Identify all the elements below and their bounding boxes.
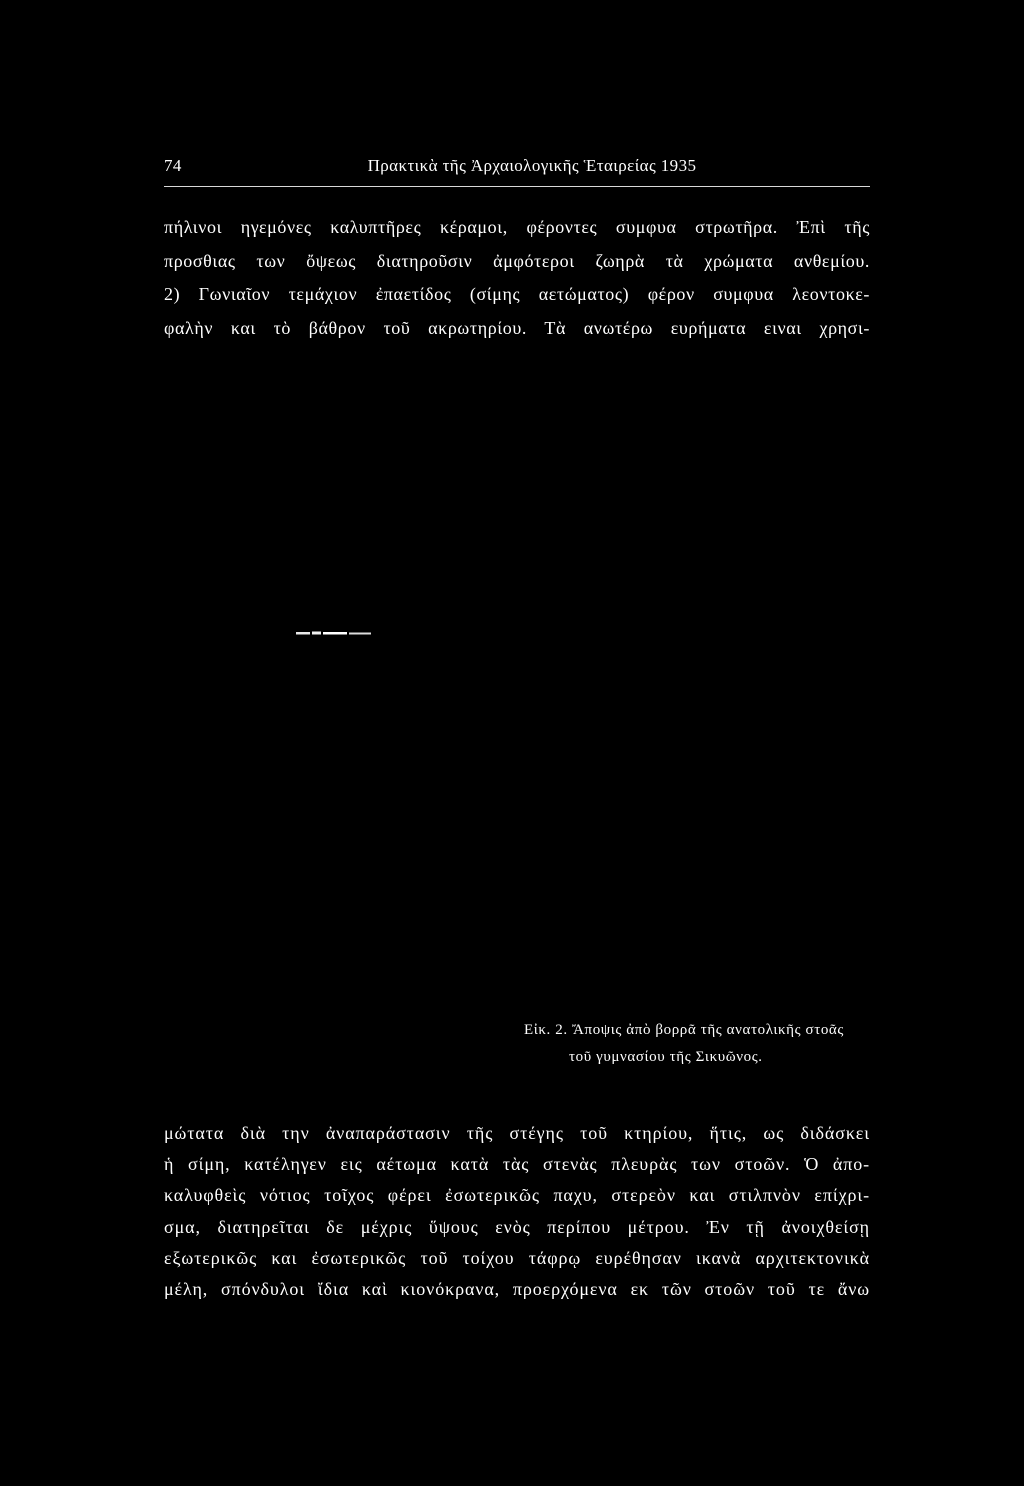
page-number: 74 — [164, 156, 182, 175]
paragraph-top — [164, 211, 870, 345]
text-line: ἡ σίμη, κατέληγεν εις αέτωμα κατὰ τὰς στενὰς πλευρὰς των στοῶν. Ὁ ἀπο- — [164, 1154, 870, 1175]
text-line: εξωτερικῶς και ἐσωτερικῶς τοῦ τοίχου τάφρῳ ευρέθησαν ικανὰ αρχιτεκτονικὰ — [164, 1247, 870, 1268]
figure-photograph — [164, 370, 870, 1010]
text-line: φαλὴν και τὸ βάθρον τοῦ ακρωτηρίου. Τὰ ανωτέρω ευρήματα ειναι χρησι- — [164, 317, 870, 338]
photo-artifact — [296, 630, 376, 638]
text-line: καλυφθεὶς νότιος τοῖχος φέρει ἐσωτερικῶς παχυ, στερεὸν και στιλπνὸν επίχρι- — [164, 1185, 870, 1206]
text-line: προσθιας των ὄψεως διατηροῦσιν ἀμφότεροι ζωηρὰ τὰ χρώματα ανθεμίου. — [164, 250, 870, 271]
text-line: μώτατα διὰ την ἀναπαράστασιν τῆς στέγης τοῦ κτηρίου, ἥτις, ως διδάσκει — [164, 1123, 870, 1143]
caption-line: τοῦ γυμνασίου τῆς Σικυῶνος. — [569, 1049, 763, 1065]
journal-title: Πρακτικὰ τῆς Ἀρχαιολογικῆς Ἑταιρείας 1935 — [367, 156, 697, 175]
text-line: μέλη, σπόνδυλοι ἴδια καὶ κιονόκρανα, προερχόμενα εκ τῶν στοῶν τοῦ τε ἄνω — [164, 1278, 870, 1299]
running-head — [164, 156, 870, 186]
caption-line: Εἰκ. 2. Ἄποψις ἀπὸ βορρᾶ τῆς ανατολικῆς στοᾶς — [524, 1022, 844, 1038]
text-line: πήλινοι ηγεμόνες καλυπτῆρες κέραμοι, φέροντες συμφυα στρωτῆρα. Ἐπὶ τῆς — [164, 217, 870, 237]
paragraph-bottom — [164, 1118, 870, 1305]
text-line: σμα, διατηρεῖται δε μέχρις ὕψους ενὸς περίπου μέτρου. Ἐν τῇ ἀνοιχθείσῃ — [164, 1216, 870, 1237]
text-line: 2) Γωνιαῖον τεμάχιον ἐπαετίδος (σίμης αετώματος) φέρον συμφυα λεοντοκε- — [164, 284, 870, 304]
header-rule — [164, 186, 870, 187]
